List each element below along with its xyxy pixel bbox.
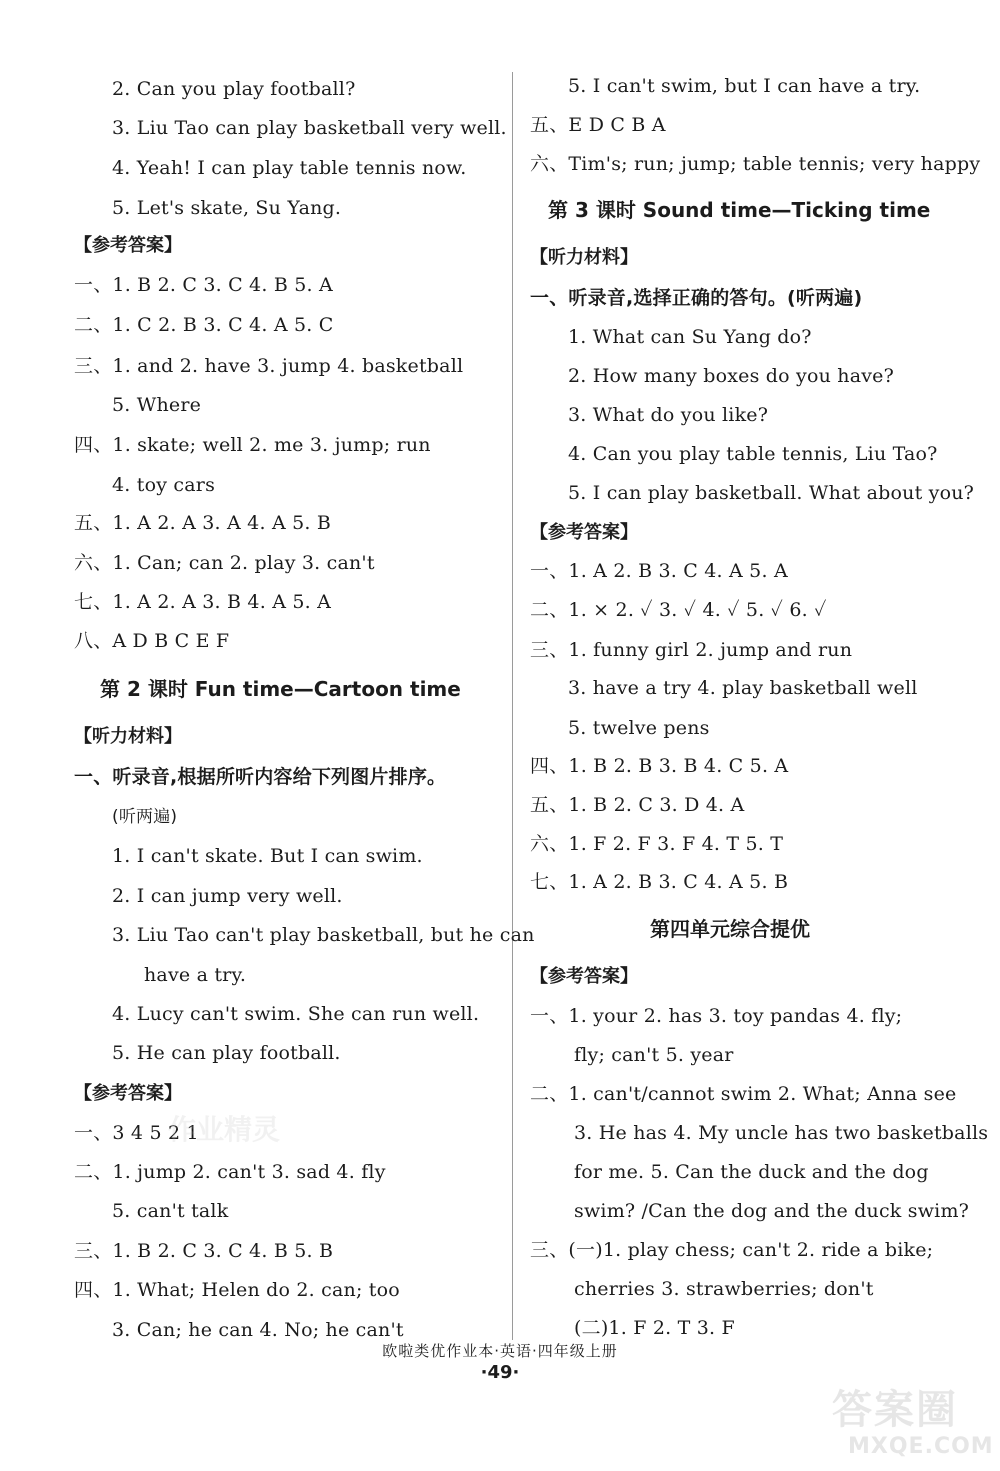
lesson-heading: 第 2 课时 Fun time—Cartoon time bbox=[100, 677, 461, 701]
book-title: 欧啦类优作业本·英语·四年级上册 bbox=[382, 1342, 618, 1360]
answer-line: fly; can't 5. year bbox=[574, 1044, 734, 1066]
text-line: 2. How many boxes do you have? bbox=[568, 365, 895, 387]
text-line: 1. What can Su Yang do? bbox=[568, 326, 812, 348]
text-line: 3. What do you like? bbox=[568, 404, 769, 426]
text-line: 4. Yeah! I can play table tennis now. bbox=[112, 157, 467, 179]
answer-line: 八、A D B C E F bbox=[74, 630, 230, 652]
answer-line: 二、1. jump 2. can't 3. sad 4. fly bbox=[74, 1161, 386, 1183]
answer-line: 一、1. A 2. B 3. C 4. A 5. A bbox=[530, 560, 788, 582]
answer-line: 三、1. B 2. C 3. C 4. B 5. B bbox=[74, 1240, 334, 1262]
answer-line: cherries 3. strawberries; don't bbox=[574, 1278, 874, 1300]
answer-line: 二、1. × 2. ✓ 3. ✓ 4. ✓ 5. ✓ 6. ✓ bbox=[530, 599, 827, 621]
text-line: 5. Let's skate, Su Yang. bbox=[112, 197, 342, 219]
answer-key-heading: 【参考答案】 bbox=[74, 235, 182, 256]
lesson-heading: 第 3 课时 Sound time—Ticking time bbox=[548, 198, 931, 222]
listening-heading: 【听力材料】 bbox=[530, 247, 638, 268]
answer-line: 3. have a try 4. play basketball well bbox=[568, 677, 918, 699]
watermark-faint: 作业精灵 bbox=[168, 1113, 281, 1146]
text-line: 3. Liu Tao can play basketball very well. bbox=[112, 117, 507, 139]
answer-line: 5. can't talk bbox=[112, 1200, 229, 1222]
answer-line: 4. toy cars bbox=[112, 474, 216, 496]
text-line: 5. He can play football. bbox=[112, 1042, 341, 1064]
answer-line: 六、Tim's; run; jump; table tennis; very happy bbox=[530, 153, 981, 175]
listening-heading: 【听力材料】 bbox=[74, 726, 182, 747]
answer-key-heading: 【参考答案】 bbox=[74, 1083, 182, 1104]
text-line: 2. Can you play football? bbox=[112, 78, 356, 100]
answer-line: 七、1. A 2. B 3. C 4. A 5. B bbox=[530, 871, 789, 893]
answer-line: 二、1. C 2. B 3. C 4. A 5. C bbox=[74, 314, 334, 336]
watermark-url: MXQE.COM bbox=[848, 1434, 994, 1459]
answer-line: 六、1. Can; can 2. play 3. can't bbox=[74, 552, 375, 574]
answer-line: 三、1. funny girl 2. jump and run bbox=[530, 639, 853, 661]
answer-key-heading: 【参考答案】 bbox=[530, 522, 638, 543]
answer-line: 一、1. your 2. has 3. toy pandas 4. fly; bbox=[530, 1005, 903, 1027]
instruction-line: (听两遍) bbox=[112, 807, 178, 827]
answer-line: 5. twelve pens bbox=[568, 717, 710, 739]
watermark-text: 答案圈 bbox=[832, 1387, 958, 1433]
answer-line: for me. 5. Can the duck and the dog bbox=[574, 1161, 929, 1183]
answer-key-heading: 【参考答案】 bbox=[530, 966, 638, 987]
answer-line: 七、1. A 2. A 3. B 4. A 5. A bbox=[74, 591, 332, 613]
text-line: 3. Liu Tao can't play basketball, but he can bbox=[112, 924, 535, 946]
answer-line: 三、(一)1. play chess; can't 2. ride a bike; bbox=[530, 1239, 934, 1261]
column-divider bbox=[512, 72, 513, 1340]
answer-line: 六、1. F 2. F 3. F 4. T 5. T bbox=[530, 833, 784, 855]
page-number: ·49· bbox=[480, 1362, 520, 1383]
answer-line: 3. He has 4. My uncle has two basketballs bbox=[574, 1122, 989, 1144]
answer-line: 三、1. and 2. have 3. jump 4. basketball bbox=[74, 355, 464, 377]
unit-review-heading: 第四单元综合提优 bbox=[650, 917, 810, 941]
text-line: 5. I can play basketball. What about you? bbox=[568, 482, 975, 504]
answer-line: 四、1. What; Helen do 2. can; too bbox=[74, 1279, 400, 1301]
text-line: 2. I can jump very well. bbox=[112, 885, 343, 907]
watermark-logo bbox=[826, 1378, 996, 1468]
answer-line: 5. Where bbox=[112, 394, 202, 416]
answer-line: 五、E D C B A bbox=[530, 114, 666, 136]
answer-line: 五、1. B 2. C 3. D 4. A bbox=[530, 794, 745, 816]
answer-line: 五、1. A 2. A 3. A 4. A 5. B bbox=[74, 512, 332, 534]
answer-line: 一、1. B 2. C 3. C 4. B 5. A bbox=[74, 274, 333, 296]
answer-line: 二、1. can't/cannot swim 2. What; Anna see bbox=[530, 1083, 957, 1105]
text-line: 1. I can't skate. But I can swim. bbox=[112, 845, 423, 867]
instruction-line: 一、听录音,根据所听内容给下列图片排序。 bbox=[74, 766, 447, 788]
instruction-line: 一、听录音,选择正确的答句。(听两遍) bbox=[530, 287, 863, 309]
text-line: 5. I can't swim, but I can have a try. bbox=[568, 75, 921, 97]
answer-line: 3. Can; he can 4. No; he can't bbox=[112, 1319, 404, 1341]
text-line: 4. Lucy can't swim. She can run well. bbox=[112, 1003, 480, 1025]
answer-line: (二)1. F 2. T 3. F bbox=[574, 1317, 735, 1339]
answer-line: 四、1. B 2. B 3. B 4. C 5. A bbox=[530, 755, 789, 777]
text-line: have a try. bbox=[144, 964, 247, 986]
answer-line: 四、1. skate; well 2. me 3. jump; run bbox=[74, 434, 431, 456]
answer-line: swim? /Can the dog and the duck swim? bbox=[574, 1200, 970, 1222]
text-line: 4. Can you play table tennis, Liu Tao? bbox=[568, 443, 938, 465]
answer-line: 一、3 4 5 2 1 bbox=[74, 1122, 199, 1144]
